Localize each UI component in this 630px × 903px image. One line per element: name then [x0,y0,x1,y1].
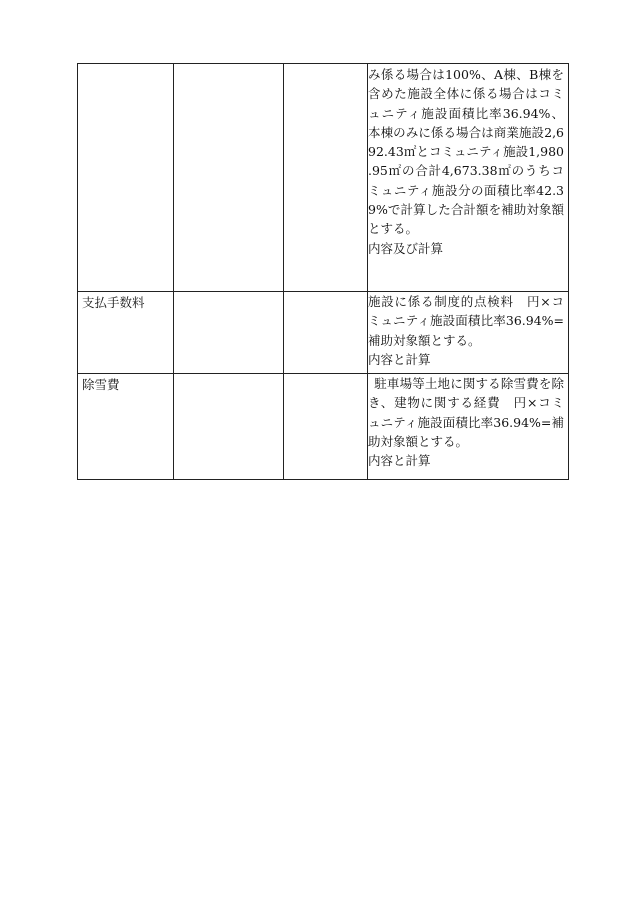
content-text: 駐車場等土地に関する除雪費を除き、建物に関する経費 円×コミュニティ施設面積比率36.94%=補助対象額とする。 [368,376,564,449]
item-name-cell [78,64,174,292]
content-cell [368,64,569,292]
table-cell [174,64,284,292]
table-row [78,64,569,292]
calculation-note: 内容と計算 [368,351,431,367]
table-row [78,374,569,480]
calculation-note: 内容と計算 [368,453,431,469]
table-cell [284,374,368,480]
calculation-note: 内容及び計算 [368,240,444,256]
item-name-cell: 支払手数料 [78,292,174,374]
item-name-cell: 除雪費 [78,374,174,480]
content-text: 施設に係る制度的点検料 円×コミュニティ施設面積比率36.94%=補助対象額とする。 [368,294,564,348]
table-row [78,292,569,374]
expense-table [77,63,569,480]
content-cell [368,292,569,374]
table-cell [284,292,368,374]
content-text: み係る場合は100%、A棟、B棟を含めた施設全体に係る場合はコミュニティ施設面積比率36.94%、本棟のみに係る場合は商業施設2,692.43㎡とコミュニティ施設1,980.95㎡の合計4,673.38㎡のうちコミュニティ施設分の面積比率42.39%で計算した合計額を補助対象額とする。 [368,67,564,237]
table-cell [284,64,368,292]
table-cell [174,374,284,480]
table-cell [174,292,284,374]
content-cell [368,374,569,480]
